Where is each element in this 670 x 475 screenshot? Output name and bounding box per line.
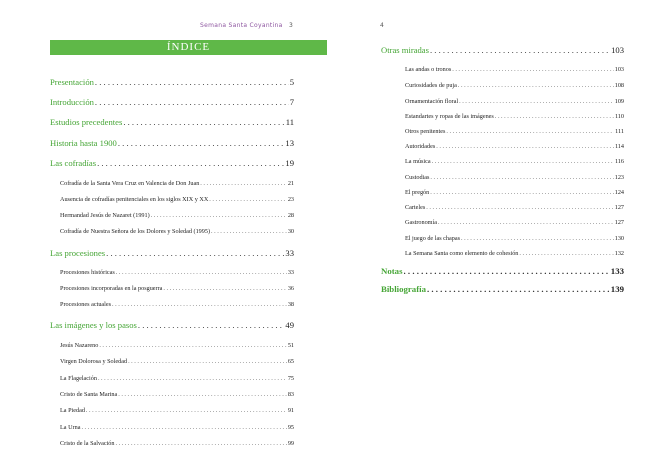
dot-leader bbox=[404, 266, 610, 276]
dot-leader bbox=[458, 82, 614, 89]
toc-subentry bbox=[405, 98, 624, 105]
toc-label: Otras miradas bbox=[381, 45, 429, 55]
toc-subentry bbox=[405, 235, 624, 242]
toc-subentry bbox=[60, 407, 294, 414]
toc-label: La Piedad bbox=[60, 407, 85, 414]
toc-page: 91 bbox=[287, 407, 294, 414]
dot-leader bbox=[430, 45, 610, 55]
toc-label: La Semana Santa como elemento de cohesión bbox=[405, 250, 519, 257]
dot-leader bbox=[211, 228, 287, 235]
toc-subentry bbox=[60, 285, 294, 292]
toc-label: Las andas o tronos bbox=[405, 66, 452, 73]
toc-page: 33 bbox=[287, 269, 294, 276]
toc-label: Hermandad Jesús de Nazaret (1991) bbox=[60, 212, 150, 219]
toc-label: Estudios precedentes bbox=[50, 117, 123, 127]
dot-leader bbox=[95, 77, 289, 87]
toc-entry-procesiones bbox=[50, 248, 294, 258]
toc-entry-otras-miradas bbox=[381, 45, 624, 55]
toc-page: 127 bbox=[614, 204, 624, 211]
index-title: ÍNDICE bbox=[166, 41, 211, 53]
dot-leader bbox=[461, 235, 614, 242]
dot-leader bbox=[106, 248, 284, 258]
toc-entry-bibliografia bbox=[381, 284, 624, 294]
toc-page: 95 bbox=[287, 424, 294, 431]
toc-page: 49 bbox=[285, 320, 294, 330]
dot-leader bbox=[115, 440, 286, 447]
toc-page: 114 bbox=[614, 143, 624, 150]
toc-label: Cofradía de la Santa Vera Cruz en Valencia de Don Juan bbox=[60, 180, 200, 187]
toc-label: Procesiones incorporadas en la posguerra bbox=[60, 285, 163, 292]
toc-label: Las imágenes y los pasos bbox=[50, 320, 137, 330]
toc-subentry bbox=[60, 424, 294, 431]
toc-page: 130 bbox=[614, 235, 624, 242]
toc-label: Bibliografía bbox=[381, 284, 426, 294]
toc-label: Ornamentación floral bbox=[405, 98, 459, 105]
toc-subentry bbox=[405, 250, 624, 257]
toc-page: 7 bbox=[289, 97, 294, 107]
toc-page: 127 bbox=[614, 219, 624, 226]
toc-page: 13 bbox=[285, 138, 294, 148]
toc-label: El juego de las chapas bbox=[405, 235, 460, 242]
page-number-right: 4 bbox=[380, 22, 385, 29]
dot-leader bbox=[200, 180, 287, 187]
toc-label: La música bbox=[405, 158, 431, 165]
dot-leader bbox=[519, 250, 613, 257]
toc-label: Historia hasta 1900 bbox=[50, 138, 117, 148]
toc-label: Jesús Nazareno bbox=[60, 342, 99, 349]
dot-leader bbox=[209, 196, 287, 203]
dot-leader bbox=[430, 189, 613, 196]
toc-label: Notas bbox=[381, 266, 403, 276]
toc-subentry bbox=[405, 158, 624, 165]
dot-leader bbox=[118, 391, 287, 398]
toc-subentry bbox=[405, 219, 624, 226]
toc-label: Curiosidades de puja bbox=[405, 82, 457, 89]
toc-subentry bbox=[405, 128, 624, 135]
dot-leader bbox=[118, 138, 285, 148]
toc-subentry bbox=[405, 189, 624, 196]
toc-subentry bbox=[60, 180, 294, 187]
dot-leader bbox=[128, 358, 287, 365]
toc-subentry bbox=[405, 113, 624, 120]
dot-leader bbox=[427, 284, 610, 294]
toc-subentry bbox=[60, 440, 294, 447]
toc-page: 5 bbox=[289, 77, 294, 87]
toc-label: Las cofradías bbox=[50, 158, 97, 168]
toc-subentry bbox=[60, 358, 294, 365]
toc-page: 139 bbox=[610, 284, 624, 294]
dot-leader bbox=[446, 128, 614, 135]
toc-subentry bbox=[60, 342, 294, 349]
toc-entry-introduccion bbox=[50, 97, 294, 107]
dot-leader bbox=[81, 424, 286, 431]
toc-label: Estandartes y ropas de las imágenes bbox=[405, 113, 494, 120]
toc-subentry bbox=[60, 391, 294, 398]
toc-page: 75 bbox=[287, 375, 294, 382]
dot-leader bbox=[116, 269, 287, 276]
toc-label: Ausencia de cofradías penitenciales en los siglos XIX y XX bbox=[60, 196, 209, 203]
toc-page: 36 bbox=[287, 285, 294, 292]
toc-entry-imagenes bbox=[50, 320, 294, 330]
toc-subentry bbox=[60, 212, 294, 219]
toc-subentry bbox=[405, 66, 624, 73]
dot-leader bbox=[97, 158, 284, 168]
toc-entry-cofradias bbox=[50, 158, 294, 168]
toc-subentry bbox=[60, 196, 294, 203]
toc-label: Gastronomía bbox=[405, 219, 437, 226]
toc-entry-estudios bbox=[50, 117, 294, 127]
toc-subentry bbox=[60, 269, 294, 276]
toc-label: Otros penitentes bbox=[405, 128, 446, 135]
running-header-title: Semana Santa Coyantina bbox=[200, 22, 283, 29]
dot-leader bbox=[98, 375, 287, 382]
toc-label: Cristo de Santa Marina bbox=[60, 391, 118, 398]
dot-leader bbox=[436, 143, 614, 150]
toc-page: 23 bbox=[287, 196, 294, 203]
toc-page: 110 bbox=[614, 113, 624, 120]
dot-leader bbox=[99, 342, 287, 349]
toc-label: Virgen Dolorosa y Soledad bbox=[60, 358, 128, 365]
dot-leader bbox=[112, 301, 287, 308]
toc-label: Presentación bbox=[50, 77, 94, 87]
toc-label: La Urna bbox=[60, 424, 81, 431]
toc-page: 123 bbox=[614, 174, 624, 181]
toc-label: Procesiones actuales bbox=[60, 301, 112, 308]
toc-page: 108 bbox=[614, 82, 624, 89]
toc-page: 103 bbox=[611, 45, 624, 55]
toc-page: 38 bbox=[287, 301, 294, 308]
dot-leader bbox=[438, 219, 614, 226]
toc-label: La Flagelación bbox=[60, 375, 97, 382]
dot-leader bbox=[138, 320, 285, 330]
dot-leader bbox=[95, 97, 289, 107]
dot-leader bbox=[495, 113, 614, 120]
toc-entry-notas bbox=[381, 266, 624, 276]
dot-leader bbox=[452, 66, 613, 73]
toc-label: El pregón bbox=[405, 189, 430, 196]
toc-label: Custodias bbox=[405, 174, 430, 181]
dot-leader bbox=[86, 407, 287, 414]
toc-entry-presentacion bbox=[50, 77, 294, 87]
toc-label: Autoridades bbox=[405, 143, 436, 150]
toc-page: 51 bbox=[287, 342, 294, 349]
toc-subentry bbox=[60, 375, 294, 382]
toc-subentry bbox=[60, 301, 294, 308]
toc-page: 109 bbox=[614, 98, 624, 105]
index-banner bbox=[50, 40, 327, 55]
dot-leader bbox=[432, 158, 614, 165]
toc-page: 11 bbox=[285, 117, 294, 127]
toc-entry-historia bbox=[50, 138, 294, 148]
toc-page: 103 bbox=[614, 66, 624, 73]
dot-leader bbox=[123, 117, 284, 127]
right-page bbox=[335, 0, 670, 475]
toc-page: 33 bbox=[285, 248, 294, 258]
toc-page: 83 bbox=[287, 391, 294, 398]
toc-page: 111 bbox=[615, 128, 624, 135]
toc-page: 133 bbox=[610, 266, 624, 276]
toc-page: 30 bbox=[287, 228, 294, 235]
toc-label: Introducción bbox=[50, 97, 94, 107]
toc-subentry bbox=[405, 174, 624, 181]
toc-label: Carteles bbox=[405, 204, 426, 211]
page-number-left: 3 bbox=[289, 22, 294, 29]
toc-page: 124 bbox=[614, 189, 624, 196]
toc-label: Procesiones históricas bbox=[60, 269, 115, 276]
toc-page: 65 bbox=[287, 358, 294, 365]
toc-page: 132 bbox=[614, 250, 624, 257]
dot-leader bbox=[426, 204, 613, 211]
dot-leader bbox=[151, 212, 287, 219]
toc-subentry bbox=[405, 82, 624, 89]
dot-leader bbox=[430, 174, 613, 181]
toc-page: 28 bbox=[287, 212, 294, 219]
toc-page: 116 bbox=[614, 158, 624, 165]
toc-label: Las procesiones bbox=[50, 248, 106, 258]
toc-label: Cofradía de Nuestra Señora de los Dolores y Soledad (1995) bbox=[60, 228, 211, 235]
toc-subentry bbox=[60, 228, 294, 235]
dot-leader bbox=[163, 285, 286, 292]
dot-leader bbox=[459, 98, 614, 105]
toc-page: 19 bbox=[285, 158, 294, 168]
toc-subentry bbox=[405, 143, 624, 150]
toc-page: 99 bbox=[287, 440, 294, 447]
toc-page: 21 bbox=[287, 180, 294, 187]
toc-subentry bbox=[405, 204, 624, 211]
toc-label: Cristo de la Salvación bbox=[60, 440, 115, 447]
